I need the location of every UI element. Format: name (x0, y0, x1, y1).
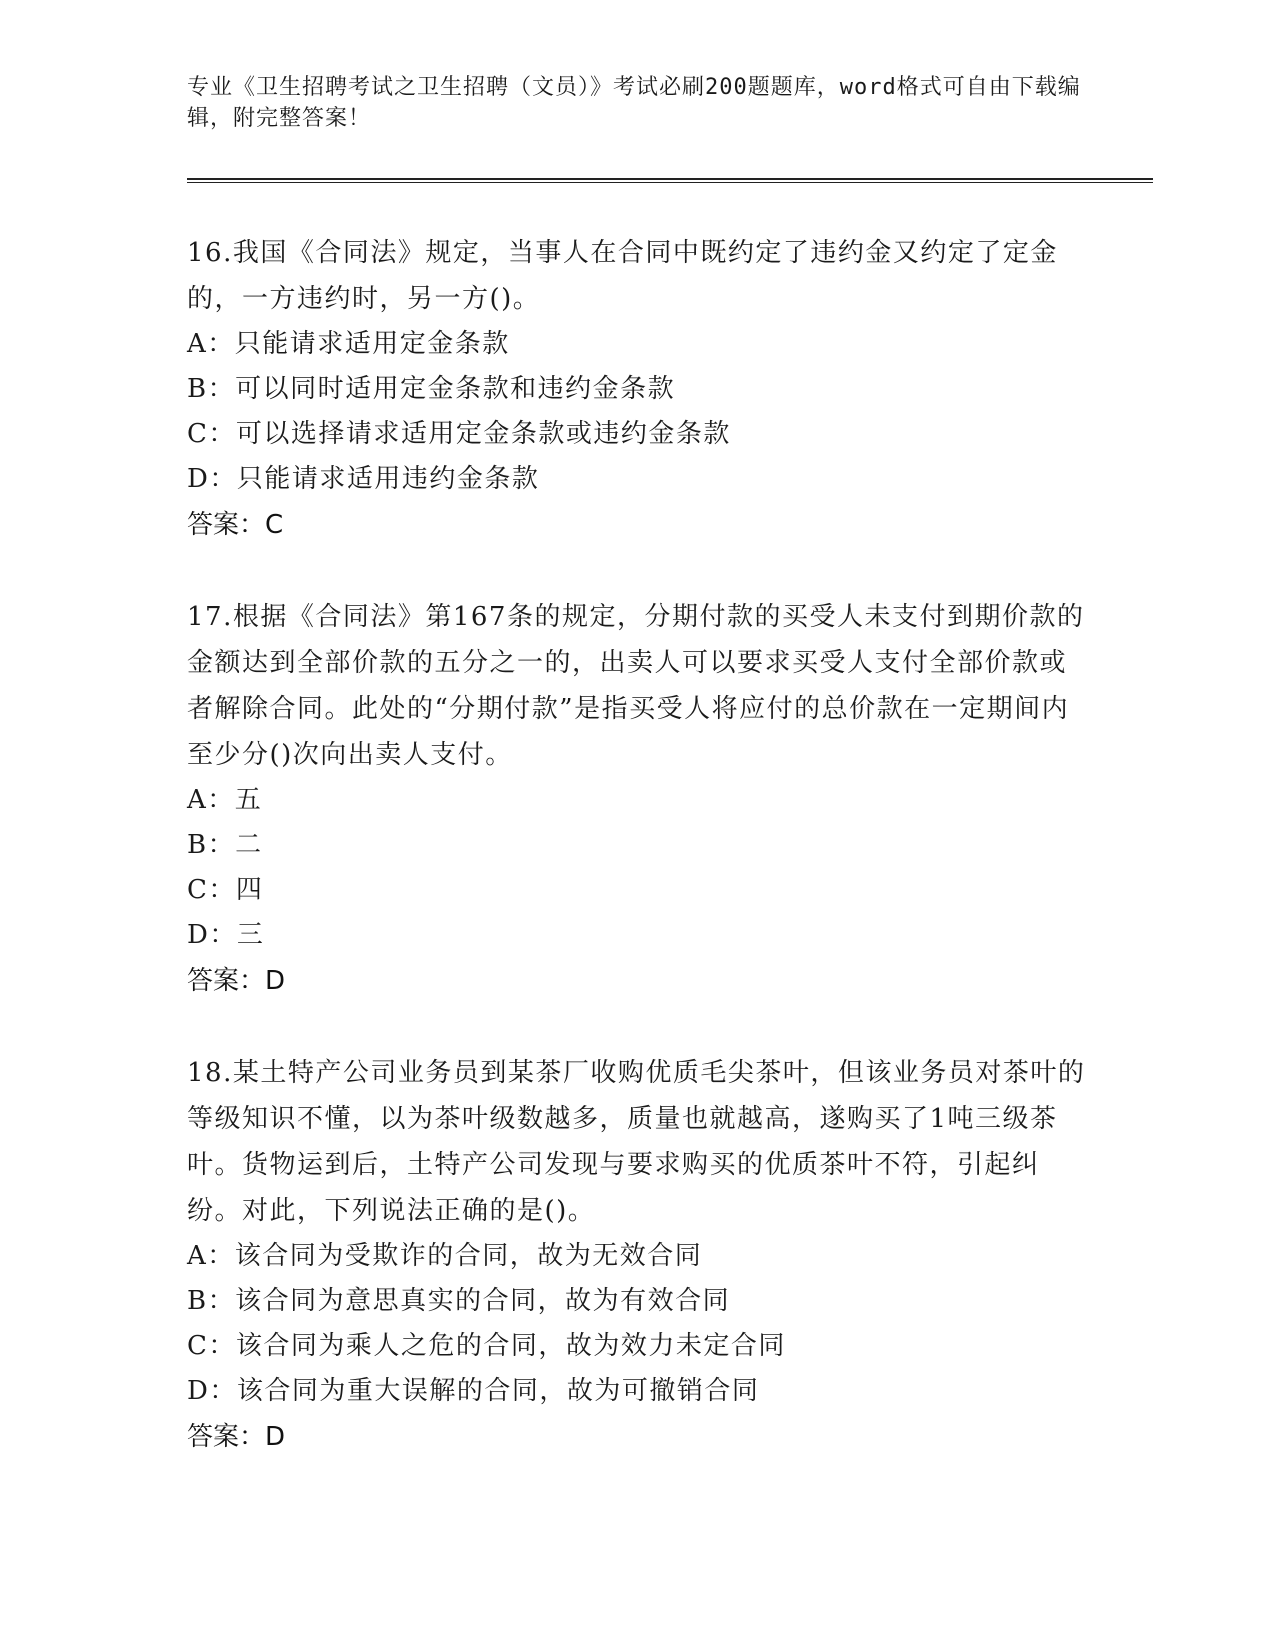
option-b: B：可以同时适用定金条款和违约金条款 (187, 374, 676, 404)
option-b: B：该合同为意思真实的合同，故为有效合同 (187, 1286, 731, 1316)
option-d: D：只能请求适用违约金条款 (187, 464, 540, 494)
document-header: 专业《卫生招聘考试之卫生招聘（文员）》考试必刷200题题库，word格式可自由下载编辑，附完整答案！ (187, 75, 1081, 131)
answer-line: 答案：C (187, 510, 284, 540)
header-divider (187, 178, 1153, 183)
answer-line: 答案：D (187, 1422, 286, 1452)
question-16 (187, 230, 1087, 548)
question-17 (187, 594, 1087, 1004)
answer-line: 答案：D (187, 966, 286, 996)
option-a: A：该合同为受欺诈的合同，故为无效合同 (187, 1241, 703, 1271)
option-a: A：只能请求适用定金条款 (187, 329, 510, 359)
question-18 (187, 1050, 1087, 1460)
question-list (187, 230, 1087, 1506)
question-stem: 16.我国《合同法》规定，当事人在合同中既约定了违约金又约定了定金的，一方违约时，另一方()。 (187, 238, 1058, 314)
question-stem: 17.根据《合同法》第167条的规定，分期付款的买受人未支付到期价款的金额达到全部价款的五分之一的，出卖人可以要求买受人支付全部价款或者解除合同。此处的“分期付款”是指买受人将应付的总价款在一定期间内至少分()次向出卖人支付。 (187, 602, 1085, 770)
option-c: C：四 (187, 875, 264, 905)
option-a: A：五 (187, 785, 263, 815)
option-d: D：三 (187, 920, 265, 950)
option-d: D：该合同为重大误解的合同，故为可撤销合同 (187, 1376, 760, 1406)
question-stem: 18.某土特产公司业务员到某茶厂收购优质毛尖茶叶，但该业务员对茶叶的等级知识不懂，以为茶叶级数越多，质量也就越高，遂购买了1吨三级茶叶。货物运到后，土特产公司发现与要求购买的优质茶叶不符，引起纠纷。对此，下列说法正确的是()。 (187, 1058, 1086, 1226)
option-c: C：可以选择请求适用定金条款或违约金条款 (187, 419, 731, 449)
option-c: C：该合同为乘人之危的合同，故为效力未定合同 (187, 1331, 786, 1361)
option-b: B：二 (187, 830, 263, 860)
